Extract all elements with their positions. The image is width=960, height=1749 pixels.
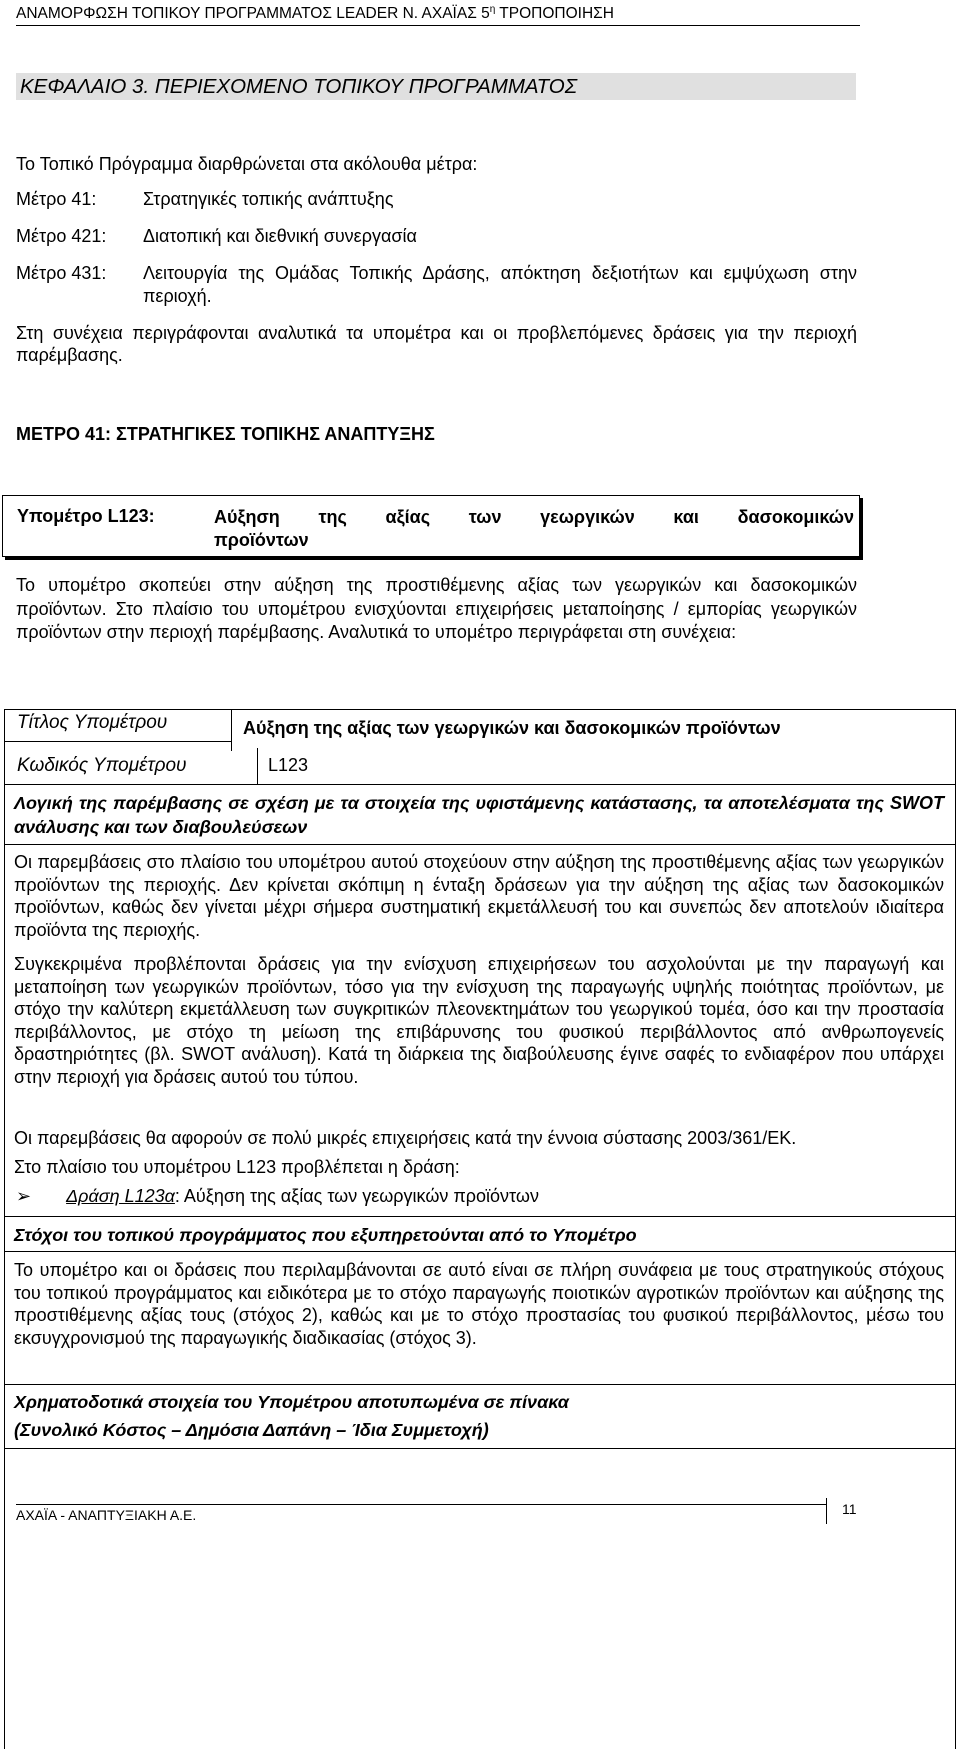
measure-text: Λειτουργία της Ομάδας Τοπικής Δράσης, απόκτηση δεξιοτήτων και εμψύχωση στην περιοχή.	[143, 263, 857, 306]
intro-text: Το Τοπικό Πρόγραμμα διαρθρώνεται στα ακόλουθα μέτρα:	[16, 154, 478, 174]
submeasure-description: Το υπομέτρο σκοπεύει στην αύξηση της προστιθέμενης αξίας των γεωργικών και δασοκομικών προϊόντων. Στο πλαίσιο του υπομέτρου ενισχύονται επιχειρήσεις μεταποίησης / εμπορίας γεωργικών προϊόντων στην περιοχή παρέμβασης. Αναλυτικά το υπομέτρο περιγράφεται στη συνέχεια:	[16, 575, 857, 642]
measure-label: Μέτρο 421:	[16, 226, 107, 246]
goals-heading: Στόχοι του τοπικού προγράμματος που εξυπηρετούνται από το Υπομέτρο	[14, 1225, 637, 1245]
code-value: L123	[268, 755, 309, 775]
logic-paragraph-1: Οι παρεμβάσεις στο πλαίσιο του υπομέτρου αυτού στοχεύουν στην αύξηση της προστιθέμενης αξίας των γεωργικών προϊόντων της περιοχής. Δεν κρίνεται σκόπιμη η ένταξη δράσεων για την αύξηση της αξίας των δασοκομικών προϊόντων, καθώς δεν γίνεται μέχρι σήμερα συστηματική εκμετάλλευσή του και συνεπώς δεν αποτελούν ιδιαίτερα προϊόντα της περιοχής.	[14, 852, 944, 940]
table-border	[257, 748, 258, 784]
table-border	[231, 709, 232, 751]
table-border	[4, 1216, 956, 1217]
header-title: ΑΝΑΜΟΡΦΩΣΗ ΤΟΠΙΚΟΥ ΠΡΟΓΡΑΜΜΑΤΟΣ LEADER Ν. ΑΧΑΪΑΣ 5	[16, 5, 490, 23]
submeasure-title-line1: Αύξηση της αξίας των γεωργικών και δασοκομικών	[214, 507, 854, 527]
table-border	[4, 1251, 956, 1252]
measure-text: Στρατηγικές τοπικής ανάπτυξης	[143, 189, 394, 209]
table-border	[4, 709, 5, 1749]
logic-heading: Λογική της παρέμβασης σε σχέση με τα στοιχεία της υφιστάμενης κατάστασης, τα αποτελέσματα της SWOT ανάλυσης και των διαβουλεύσεων	[14, 793, 944, 837]
submeasure-label: Υπομέτρο L123:	[17, 506, 155, 526]
logic-paragraph-4: Στο πλαίσιο του υπομέτρου L123 προβλέπεται η δράση:	[14, 1157, 460, 1177]
table-border	[955, 709, 956, 1749]
table-border	[4, 1384, 956, 1385]
measure-text: Διατοπική και διεθνική συνεργασία	[143, 226, 417, 246]
table-border	[4, 844, 956, 845]
table-border	[4, 1448, 956, 1449]
measure-label: Μέτρο 41:	[16, 189, 97, 209]
measure-heading: ΜΕΤΡΟ 41: ΣΤΡΑΤΗΓΙΚΕΣ ΤΟΠΙΚΗΣ ΑΝΑΠΤΥΞΗΣ	[16, 424, 435, 444]
chapter-title: ΚΕΦΑΛΑΙΟ 3. ΠΕΡΙΕΧΟΜΕΝΟ ΤΟΠΙΚΟΥ ΠΡΟΓΡΑΜΜΑΤΟΣ	[16, 73, 856, 100]
submeasure-title-line2: προϊόντων	[214, 530, 309, 550]
title-label: Τίτλος Υπομέτρου	[17, 712, 168, 733]
arrow-bullet-icon: ➢	[16, 1186, 32, 1206]
finance-line-1: Χρηματοδοτικά στοιχεία του Υπομέτρου αποτυπωμένα σε πίνακα	[14, 1392, 569, 1412]
code-label: Κωδικός Υπομέτρου	[17, 755, 187, 776]
running-header	[16, 4, 860, 26]
finance-line-2: (Συνολικό Κόστος – Δημόσια Δαπάνη – Ίδια Συμμετοχή)	[14, 1420, 489, 1440]
action-text: : Αύξηση της αξίας των γεωργικών προϊόντων	[174, 1186, 539, 1206]
title-value: Αύξηση της αξίας των γεωργικών και δασοκομικών προϊόντων	[243, 718, 781, 738]
header-superscript: η	[489, 4, 496, 15]
continuation-text: Στη συνέχεια περιγράφονται αναλυτικά τα υπομέτρα και οι προβλεπόμενες δράσεις για την περιοχή παρέμβασης.	[16, 323, 857, 365]
header-title-end: ΤΡΟΠΟΠΟΙΗΣΗ	[495, 5, 614, 23]
logic-paragraph-2: Συγκεκριμένα προβλέπονται δράσεις για την ενίσχυση επιχειρήσεων του ασχολούνται με την παραγωγή και μεταποίηση των γεωργικών προϊόντων, τόσο για την ενίσχυση της παραγωγής υψηλής ποιότητας προϊόντων, με στόχο την καλύτερη εκμετάλλευση των συγκριτικών πλεονεκτημάτων του γεωργικού τομέα, όσο και την προστασία περιβάλλοντος, με στόχο τη μείωση της επιβάρυνσης του φυσικού περιβάλλοντος από ανθρωπογενείς δραστηριότητες (βλ. SWOT ανάλυση). Κατά τη διάρκεια της διαβούλευσης έγινε σαφές το ενδιαφέρον που υπάρχει στην περιοχή για δράσεις αυτού του τύπου.	[14, 954, 944, 1087]
submeasure-title	[214, 506, 854, 552]
table-border	[4, 741, 232, 742]
footer-rule	[16, 1504, 826, 1505]
submeasure-box	[2, 495, 860, 557]
action-item	[16, 1186, 539, 1207]
measure-label: Μέτρο 431:	[16, 263, 107, 283]
table-border	[4, 709, 956, 710]
goals-text: Το υπομέτρο και οι δράσεις που περιλαμβάνονται σε αυτό είναι σε πλήρη συνάφεια με τους στρατηγικούς στόχους του τοπικού προγράμματος και ειδικότερα με το στόχο παραγωγής ποιοτικών αγροτικών προϊόντων και αύξησης της προστιθέμενης αξίας τους (στόχος 2), καθώς και με το στόχο προστασίας του φυσικού περιβάλλοντος, μέσω του εκσυγχρονισμού της παραγωγικής διαδικασίας (στόχος 3).	[14, 1260, 944, 1348]
logic-paragraph-3: Οι παρεμβάσεις θα αφορούν σε πολύ μικρές επιχειρήσεις κατά την έννοια σύστασης 2003/361/ΕΚ.	[14, 1128, 797, 1148]
table-border	[4, 784, 956, 785]
page-number: 11	[842, 1501, 857, 1517]
footer-divider	[826, 1498, 827, 1524]
footer-company: ΑΧΑΪΑ - ΑΝΑΠΤΥΞΙΑΚΗ Α.Ε.	[16, 1507, 197, 1523]
action-label: Δράση L123α	[66, 1186, 175, 1206]
